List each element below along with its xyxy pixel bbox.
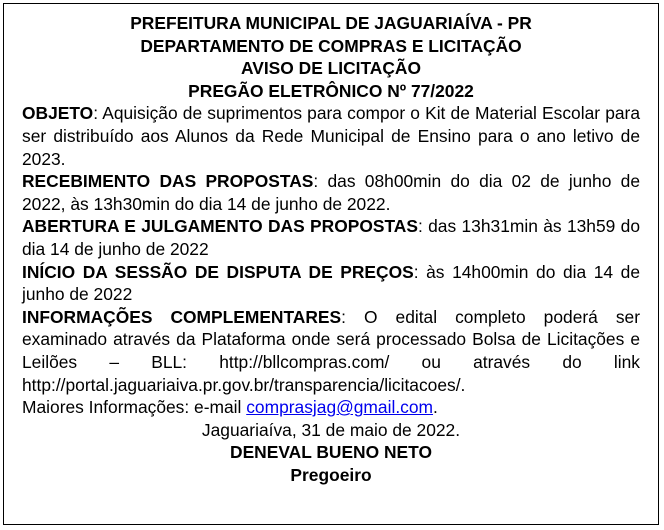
signer-role: Pregoeiro [290,464,372,485]
maiores-text: Maiores Informações: e-mail [22,397,247,418]
recebimento-text: : das 08h00min do dia 02 de junho de 2022, às 13h30min do dia 14 de junho de 2022. [22,171,640,214]
email-link[interactable]: comprasjag@gmail.com [246,397,434,418]
maiores-end: . [433,397,438,418]
section-recebimento [22,170,640,215]
section-abertura [22,215,640,260]
abertura-text: : das 13h31min às 13h59 do dia 14 de junho de 2022 [22,216,640,259]
header-aviso: AVISO DE LICITAÇÃO [240,58,422,79]
header-pregao: PREGÃO ELETRÔNICO Nº 77/2022 [188,80,474,101]
objeto-label: OBJETO [22,103,94,124]
abertura-label: ABERTURA E JULGAMENTO DAS PROPOSTAS [22,216,418,237]
info-label: INFORMAÇÕES COMPLEMENTARES [22,306,342,327]
section-informacoes [22,306,640,396]
header-prefeitura: PREFEITURA MUNICIPAL DE JAGUARIAÍVA - PR [130,13,532,33]
section-objeto [22,102,640,170]
signer-name: DENEVAL BUENO NETO [230,442,432,463]
place-date: Jaguariaíva, 31 de maio de 2022. [201,419,461,440]
section-inicio [22,261,640,306]
section-maiores [22,396,640,419]
inicio-label: INÍCIO DA SESSÃO DE DISPUTA DE PREÇOS [22,261,414,282]
licitacao-notice [22,12,640,486]
info-text: : O edital completo poderá ser examinado através da Plataforma onde será processado Bolsa de Licitações e Leilões – BLL: http://bllcompras.com/ ou através do link http://portal.jaguariaiva.pr.gov.br/transparencia/licitacoes/. [22,306,641,395]
objeto-text: : Aquisição de suprimentos para compor o Kit de Material Escolar para ser distribuído aos Alunos da Rede Municipal de Ensino para o ano letivo de 2023. [22,103,640,169]
header-departamento: DEPARTAMENTO DE COMPRAS E LICITAÇÃO [140,35,522,56]
inicio-text: : às 14h00min do dia 14 de junho de 2022 [22,261,640,305]
recebimento-label: RECEBIMENTO DAS PROPOSTAS [22,171,314,192]
